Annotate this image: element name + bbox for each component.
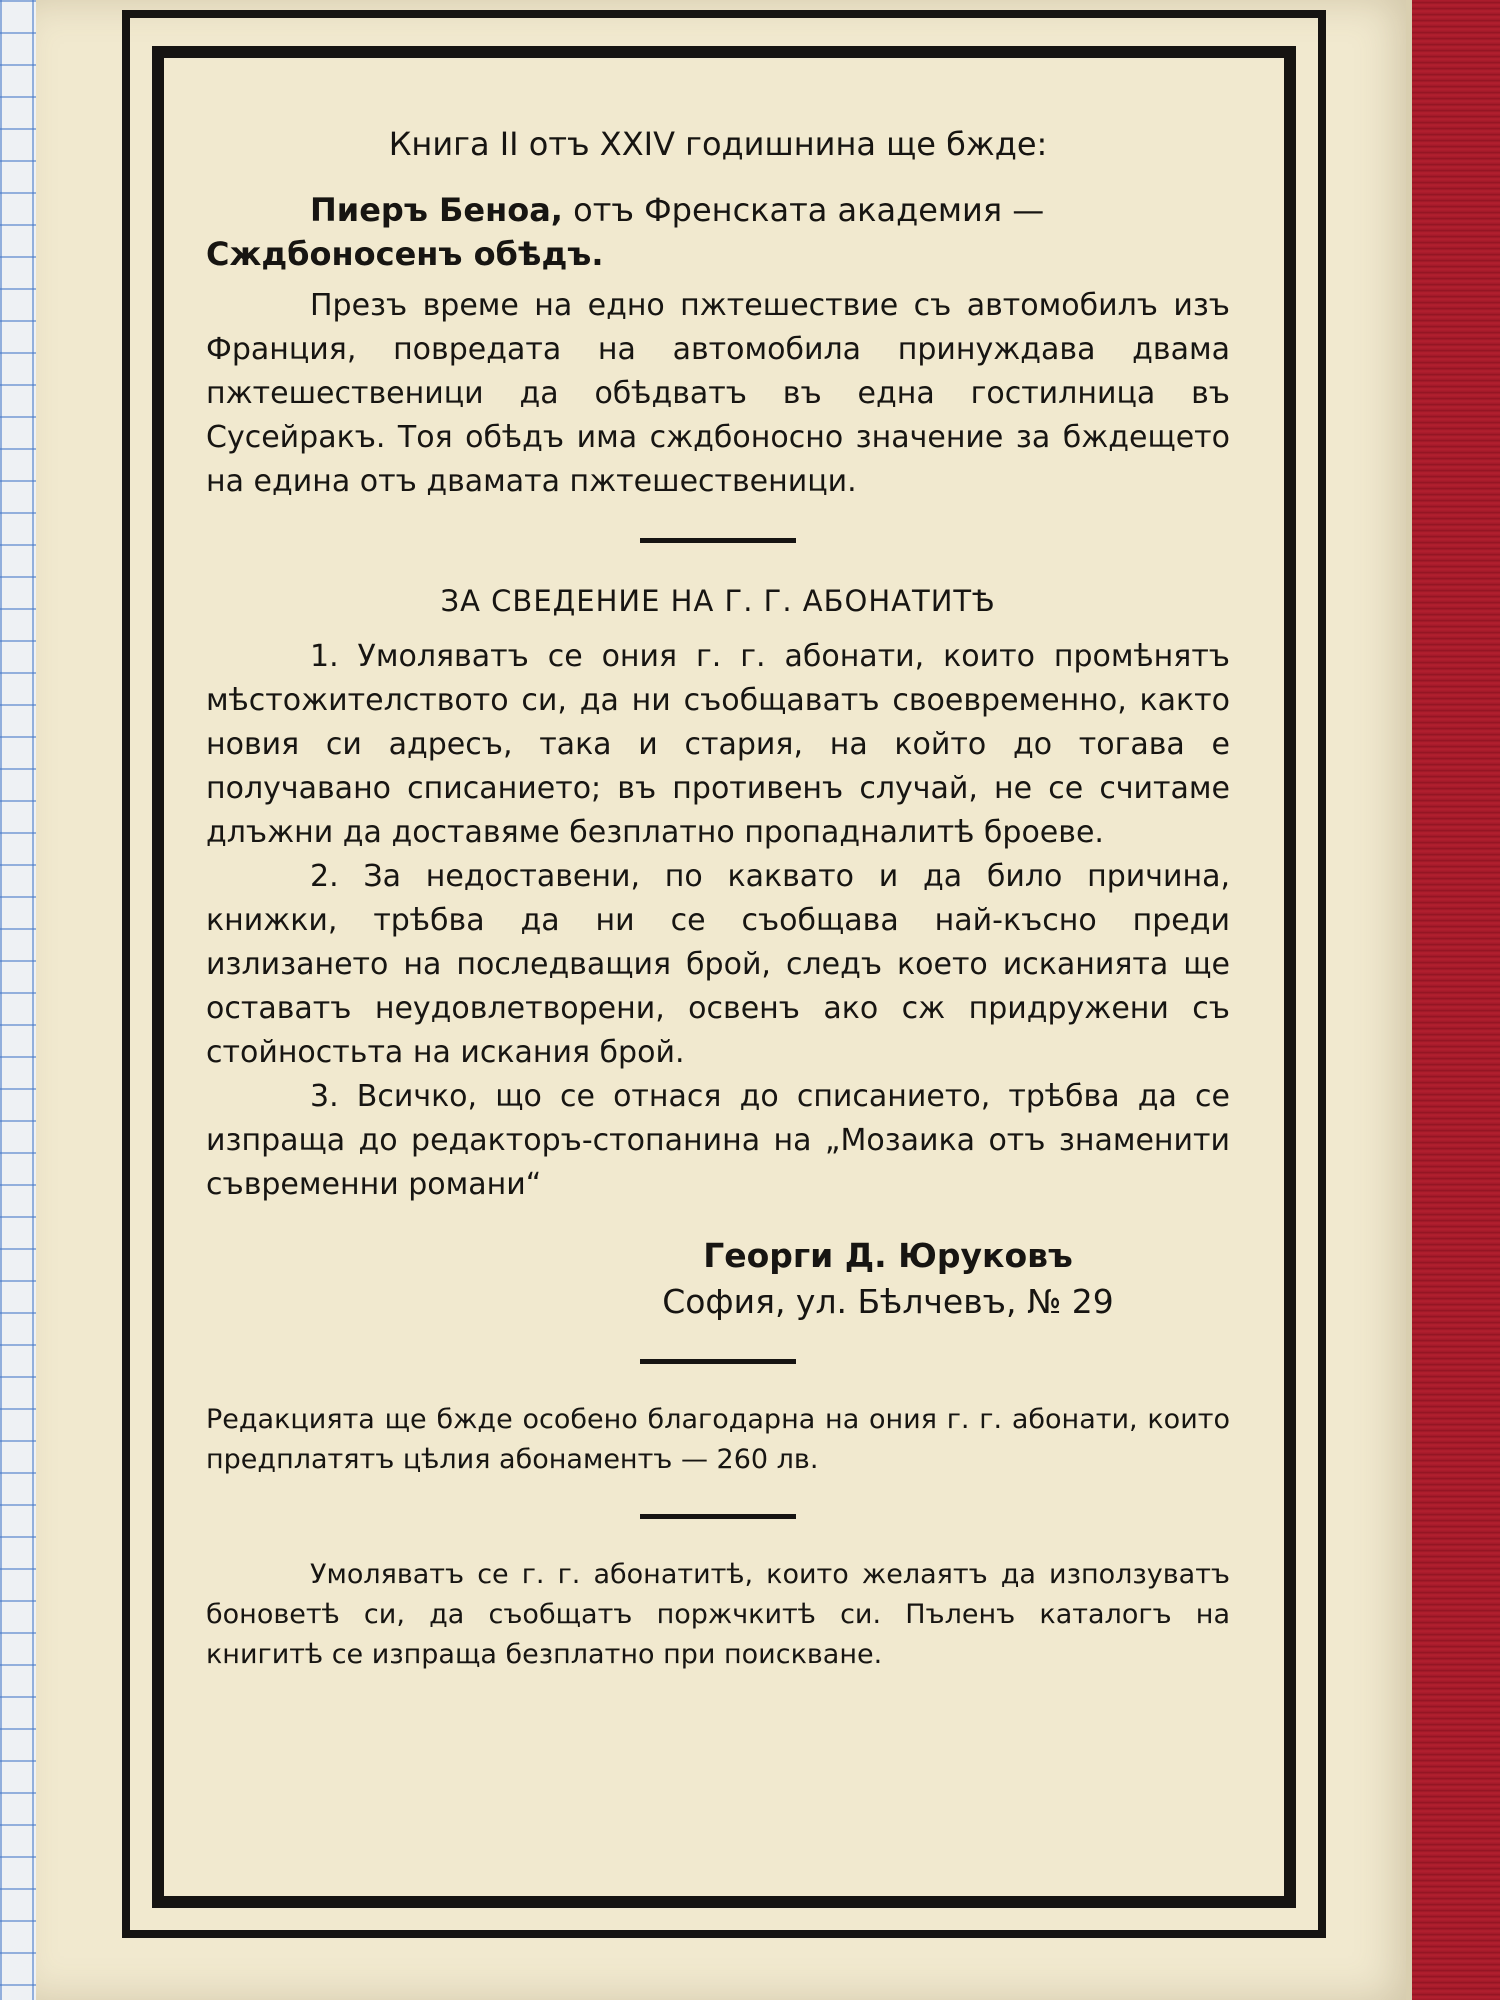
book-spine (1406, 0, 1500, 2000)
divider-rule (640, 538, 796, 543)
book-author-note: отъ Френската академия — (573, 191, 1045, 229)
divider-rule (640, 1514, 796, 1519)
book-author-line (206, 188, 1230, 232)
signature-address: София, ул. Бѣлчевъ, № 29 (662, 1282, 1114, 1321)
notice-item-1: 1. Умоляватъ се ония г. г. абонати, които промѣнятъ мѣстожителството си, да ни съобщаватъ своевременно, както новия си адресъ, така и стария, на който до тогава е получавано списанието; въ противенъ случай, не се считаме длъжни да доставяме безплатно пропадналитѣ броеве. (206, 639, 1230, 850)
signature-name: Георги Д. Юруковъ (703, 1236, 1073, 1275)
notice-heading: ЗА СВЕДЕНИЕ НА Г. Г. АБОНАТИТѢ (440, 584, 996, 618)
notice-item-2: 2. За недоставени, по каквато и да било причина, книжки, трѣбва да ни се съобщава най-късно преди излизането на последващия брой, следъ което исканията ще оставатъ неудовлетворени, освенъ ако сж придружени съ стойностьта на искания брой. (206, 859, 1230, 1070)
page-content (206, 122, 1230, 1675)
notice-item-3: 3. Всичко, що се отнася до списанието, трѣбва да се изпраща до редакторъ-стопанина на „Мозаика отъ знаменити съвременни романи“ (206, 1079, 1230, 1202)
divider-rule (640, 1359, 796, 1364)
book-author: Пиеръ Беноа, (310, 191, 563, 229)
gratitude-note: Редакцията ще бжде особено благодарна на ония г. г. абонати, които предплатятъ цѣлия абонаментъ — 260 лв. (206, 1404, 1230, 1475)
catalog-note: Умоляватъ се г. г. абонатитѣ, които желаятъ да използуватъ боноветѣ си, да съобщатъ поржчкитѣ си. Пъленъ каталогъ на книгитѣ се изпраща безплатно при поискване. (206, 1559, 1230, 1670)
announcement-heading: Книга II отъ XXIV годишнина ще бжде: (388, 125, 1048, 163)
book-summary: Презъ време на едно пжтешествие съ автомобилъ изъ Франция, повредата на автомобила принуждава двама пжтешественици да обѣдватъ въ една гостилница въ Сусейракъ. Тоя обѣдъ има сждбоносно значение за бждещето на единa отъ двамата пжтешественици. (206, 288, 1230, 499)
signature-block (206, 1233, 1190, 1325)
book-title: Сждбоносенъ обѣдъ. (206, 235, 604, 273)
